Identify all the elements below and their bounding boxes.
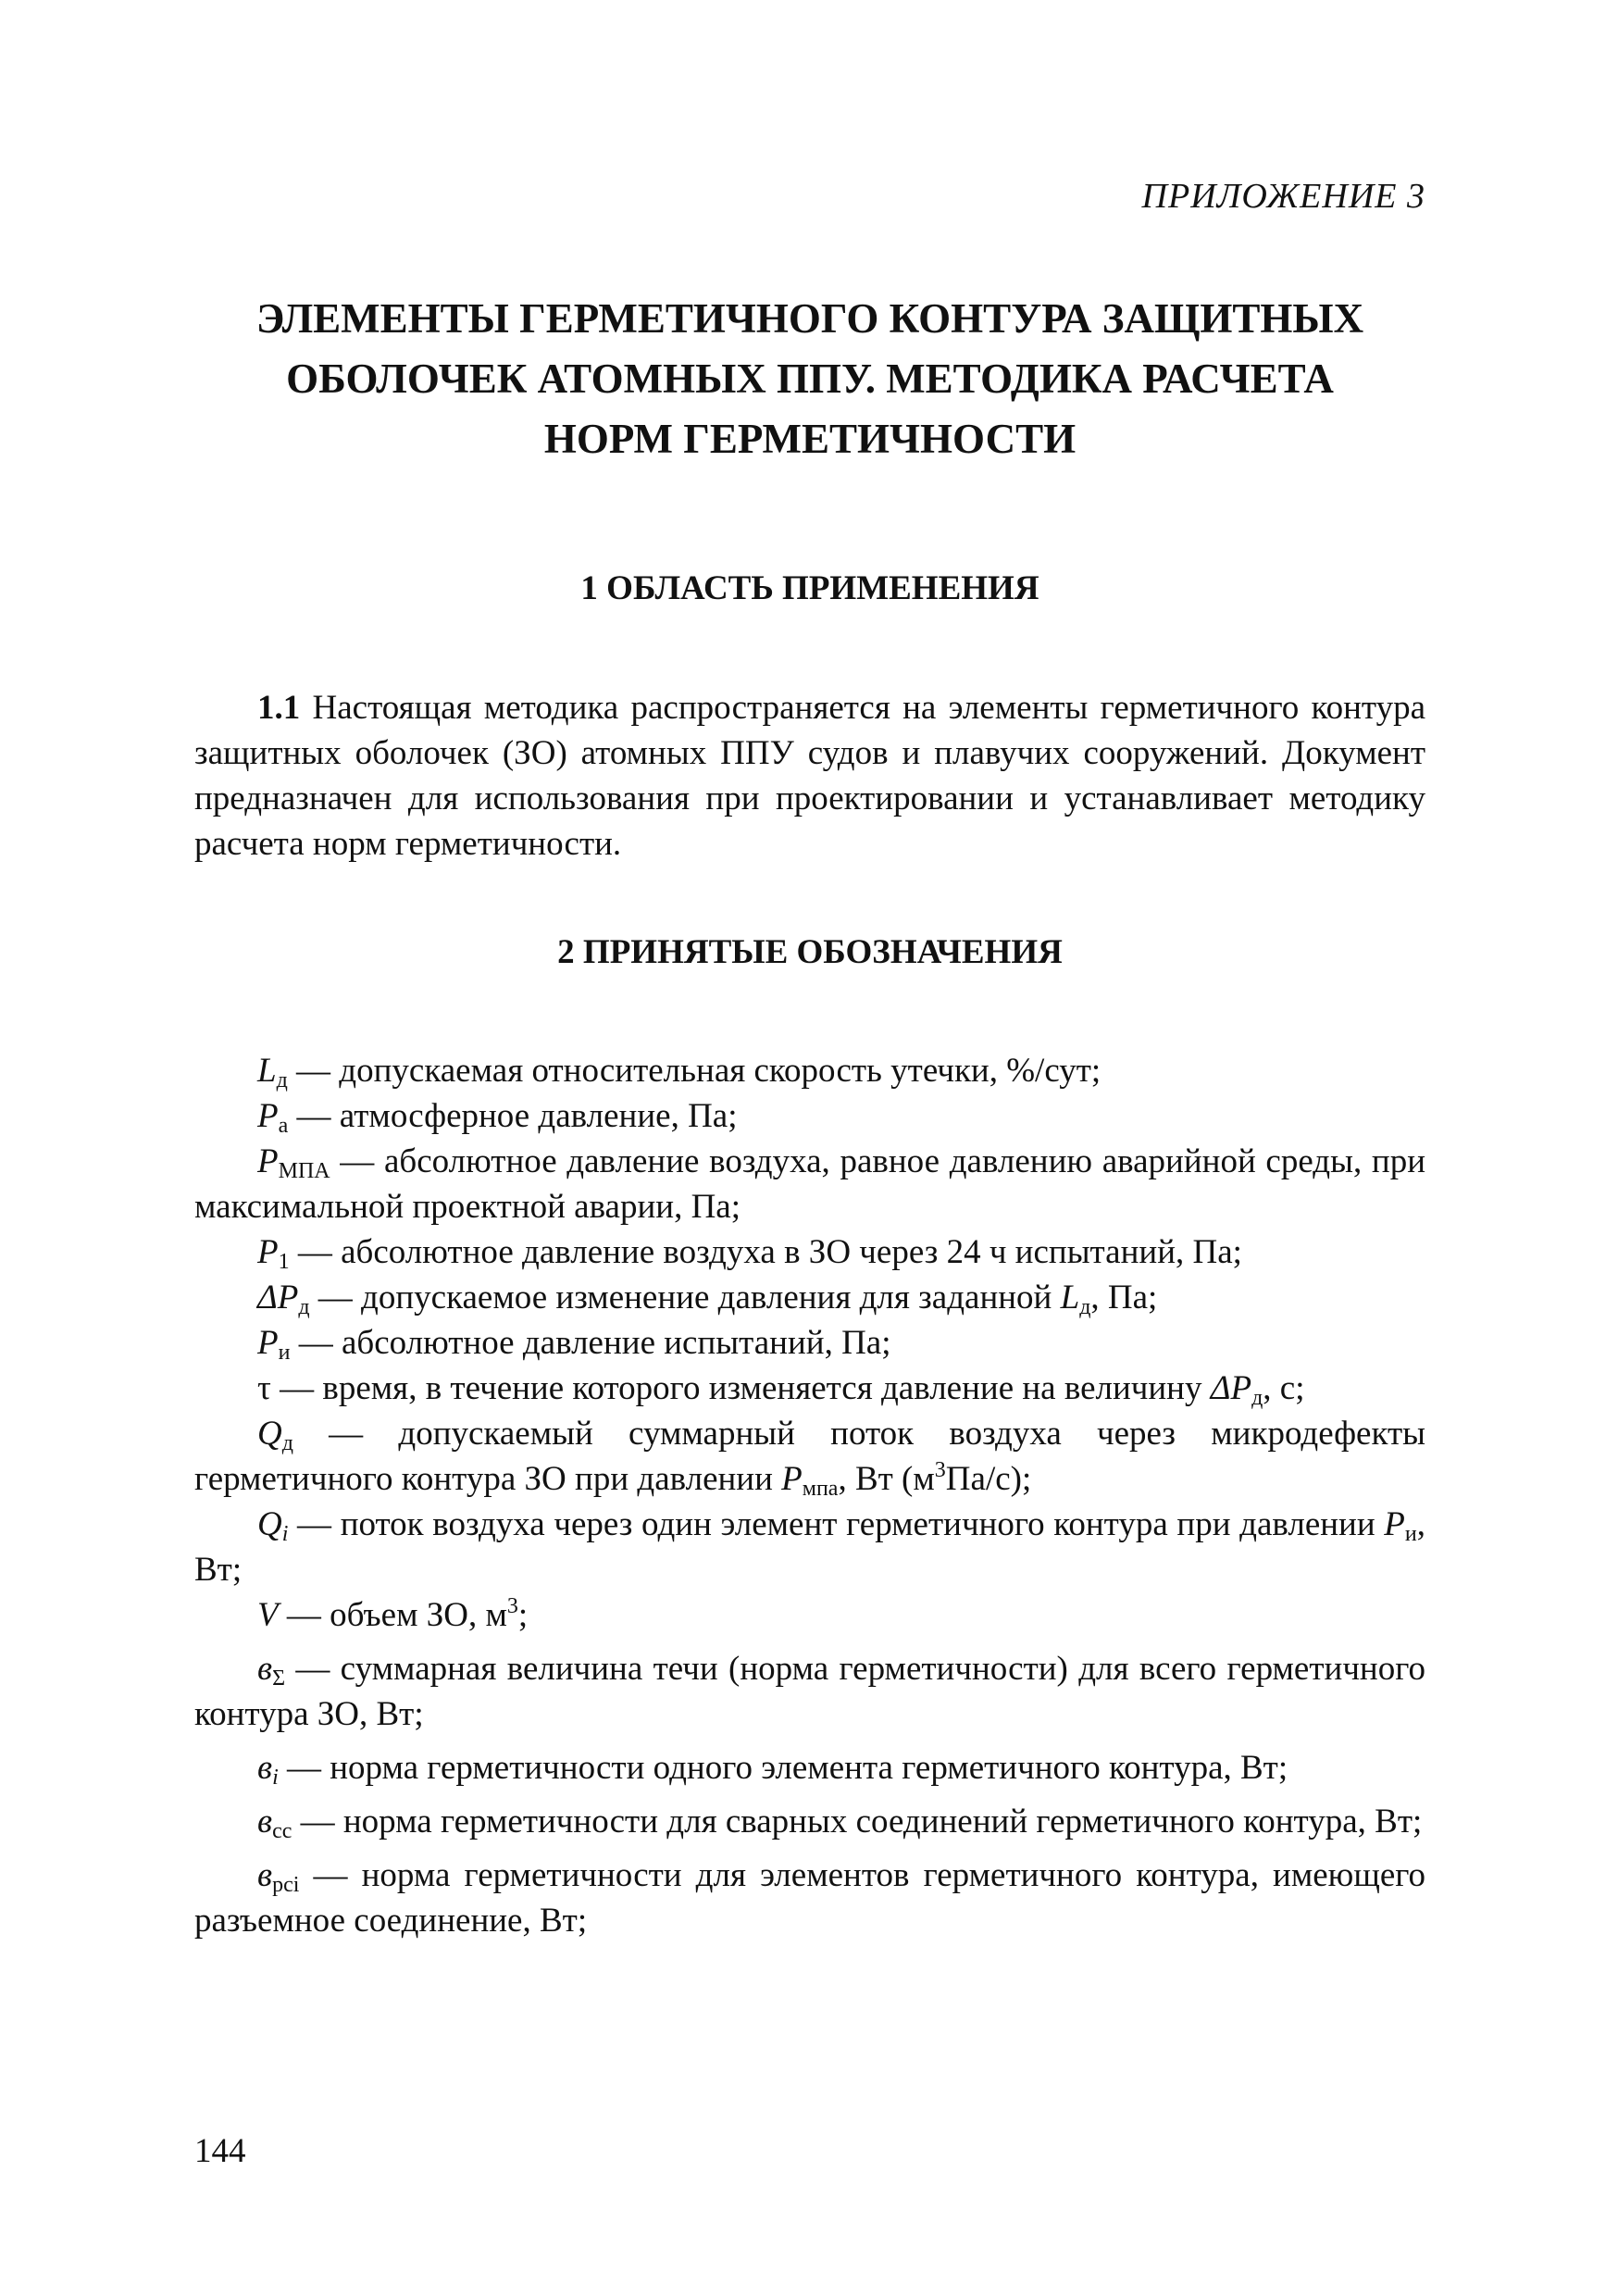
definition-symbol: P (257, 1324, 279, 1362)
definition-tail-superscript: 3 (934, 1458, 946, 1482)
definition-symbol: в (257, 1749, 273, 1787)
definition-subscript: д (281, 1431, 293, 1455)
definition-inline-symbol: P (1384, 1505, 1405, 1543)
definition-subscript: 1 (278, 1250, 290, 1274)
definition-item (194, 1048, 1425, 1093)
definition-symbol: τ (257, 1369, 271, 1407)
definition-text: — допускаемое изменение давления для заданной (309, 1279, 1061, 1316)
definition-tail: , с; (1263, 1369, 1305, 1407)
definition-item (194, 1502, 1425, 1592)
definition-inline-subscript: и (1404, 1522, 1417, 1546)
definition-inline-subscript: д (1251, 1386, 1263, 1410)
definition-item (194, 1229, 1425, 1275)
definition-text: — абсолютное давление воздуха, равное давлению аварийной среды, при максимальной проектной аварии, Па; (194, 1142, 1425, 1226)
definition-symbol: в (257, 1856, 273, 1894)
definition-text: — атмосферное давление, Па; (288, 1097, 738, 1135)
definition-text: — норма герметичности для сварных соединений герметичного контура, Вт; (292, 1803, 1423, 1841)
definition-item (194, 1745, 1425, 1791)
definition-symbol: Q (257, 1415, 282, 1453)
definition-item (194, 1799, 1425, 1844)
definition-text: — объем ЗО, м (278, 1596, 507, 1634)
definition-item (194, 1093, 1425, 1139)
definition-symbol: L (257, 1052, 277, 1090)
section-1-body (194, 685, 1425, 867)
definition-item (194, 1592, 1425, 1638)
definition-text: — абсолютное давление воздуха в ЗО через 24 ч испытаний, Па; (289, 1233, 1242, 1271)
definition-item (194, 1320, 1425, 1366)
definition-tail-end: Па/с); (945, 1460, 1032, 1498)
definition-symbol: P (257, 1142, 279, 1180)
clause-1-1 (194, 685, 1425, 867)
definition-inline-subscript: д (1079, 1295, 1091, 1319)
definition-subscript: а (278, 1114, 289, 1138)
appendix-label: ПРИЛОЖЕНИЕ 3 (1141, 177, 1425, 216)
title-line-3: НОРМ ГЕРМЕТИЧНОСТИ (543, 416, 1077, 462)
clause-number: 1.1 (257, 689, 301, 727)
definition-symbol: P (257, 1097, 279, 1135)
definition-item (194, 1646, 1425, 1737)
title-line-2: ОБОЛОЧЕК АТОМНЫХ ППУ. МЕТОДИКА РАСЧЕТА (286, 356, 1334, 402)
definition-inline-subscript: мпа (802, 1477, 839, 1501)
definition-symbol: в (257, 1803, 273, 1841)
definition-inline-symbol: L (1060, 1279, 1080, 1316)
definition-subscript: д (298, 1295, 310, 1319)
definition-inline-symbol: ΔP (1210, 1369, 1252, 1407)
definition-item (194, 1275, 1425, 1320)
clause-text: Настоящая методика распространяется на элементы герметичного контура защитных оболочек (ЗО) атомных ППУ судов и плавучих сооружений. Документ предназначен для использования при проектировании и устанавливает методику расчета норм герметичности. (194, 689, 1425, 863)
definition-subscript: сс (272, 1819, 292, 1843)
definition-subscript: Σ (272, 1666, 286, 1691)
definition-inline-symbol: P (781, 1460, 803, 1498)
definition-tail-end: ; (517, 1596, 529, 1634)
definition-item (194, 1411, 1425, 1502)
definition-text: — норма герметичности для элементов герметичного контура, имеющего разъемное соединение, Вт; (194, 1856, 1425, 1940)
definition-subscript: д (276, 1068, 288, 1092)
definition-symbol: ΔP (257, 1279, 299, 1316)
definition-text: — норма герметичности одного элемента герметичного контура, Вт; (278, 1749, 1288, 1787)
definition-item (194, 1139, 1425, 1229)
definition-subscript: i (272, 1766, 279, 1790)
definition-tail: , Па; (1090, 1279, 1158, 1316)
definition-item (194, 1366, 1425, 1411)
definition-symbol: Q (257, 1505, 282, 1543)
definition-subscript: МПА (278, 1159, 330, 1183)
section-1-heading: 1 ОБЛАСТЬ ПРИМЕНЕНИЯ (580, 569, 1039, 607)
definition-text: — время, в течение которого изменяется давление на величину (270, 1369, 1211, 1407)
document-title (194, 289, 1425, 469)
definition-subscript: i (281, 1522, 289, 1546)
definition-tail: , Вт; (194, 1505, 1425, 1589)
section-2-heading: 2 ПРИНЯТЫЕ ОБОЗНАЧЕНИЯ (557, 933, 1063, 971)
definitions-list (194, 1048, 1425, 1943)
definition-symbol: V (257, 1596, 279, 1634)
definition-text: — абсолютное давление испытаний, Па; (290, 1324, 891, 1362)
definition-item (194, 1853, 1425, 1943)
definition-symbol: в (257, 1650, 273, 1688)
definition-text: — суммарная величина течи (норма герметичности) для всего герметичного контура ЗО, Вт; (194, 1650, 1425, 1733)
page-number: 144 (194, 2132, 246, 2170)
definition-tail-superscript: 3 (506, 1594, 518, 1618)
definition-text: — допускаемая относительная скорость утечки, %/сут; (287, 1052, 1101, 1090)
definition-text: — допускаемый суммарный поток воздуха через микродефекты герметичного контура ЗО при давлении (194, 1415, 1425, 1498)
definition-text: — поток воздуха через один элемент герметичного контура при давлении (288, 1505, 1385, 1543)
definition-tail: , Вт (м (838, 1460, 935, 1498)
definition-subscript: и (278, 1341, 291, 1365)
definition-subscript: рсi (272, 1873, 300, 1897)
title-line-1: ЭЛЕМЕНТЫ ГЕРМЕТИЧНОГО КОНТУРА ЗАЩИТНЫХ (255, 295, 1364, 342)
definition-symbol: P (257, 1233, 279, 1271)
